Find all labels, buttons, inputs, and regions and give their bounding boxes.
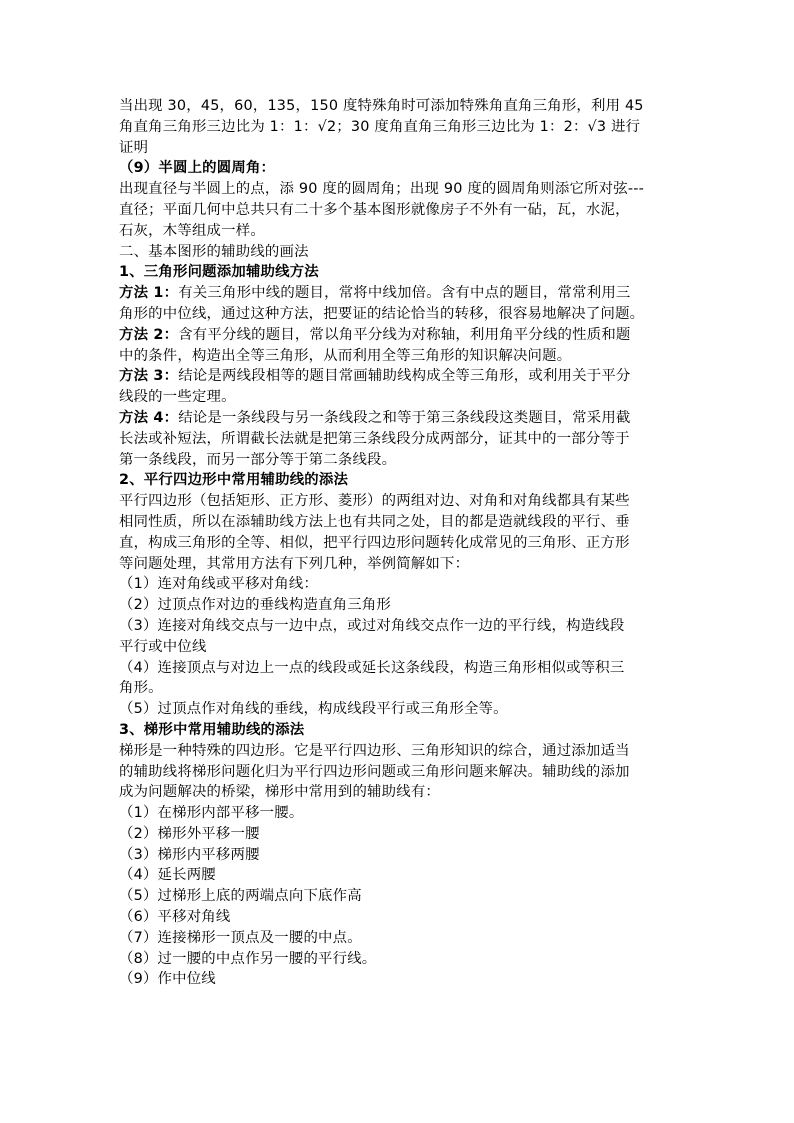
- text-line: 平行四边形（包括矩形、正方形、菱形）的两组对边、对角和对角线都具有某些: [119, 493, 630, 510]
- list-item: （1）连对角线或平移对角线：: [119, 576, 319, 593]
- section-semicircle: [119, 158, 684, 241]
- text-line: 直，构成三角形的全等、相似，把平行四边形问题转化成常见的三角形、正方形: [119, 534, 630, 551]
- list-item: （3）连接对角线交点与一边中点，或过对角线交点作一边的平行线，构造线段: [119, 617, 625, 634]
- section-heading: 3、梯形中常用辅助线的添法: [119, 721, 305, 738]
- part-title: 二、基本图形的辅助线的画法: [119, 243, 309, 260]
- text-line: 相同性质，所以在添辅助线方法上也有共同之处，目的都是造就线段的平行、垂: [119, 513, 630, 530]
- method-text: 有关三角形中线的题目，常将中线加倍。含有中点的题目，常常利用三: [178, 285, 631, 302]
- list-item: （1）在梯形内部平移一腰。: [119, 805, 304, 822]
- list-item: （7）连接梯形一顶点及一腰的中点。: [119, 929, 362, 946]
- list-item: （4）延长两腰: [119, 867, 216, 884]
- method-label: 方法 3：: [119, 368, 179, 385]
- text-line: 石灰，木等组成一样。: [119, 222, 265, 239]
- list-item: （4）连接顶点与对边上一点的线段或延长这条线段，构造三角形相似或等积三: [119, 659, 625, 676]
- method-label: 方法 1：: [119, 285, 179, 302]
- text-line: 证明: [119, 139, 149, 156]
- method-text: 结论是两线段相等的题目常画辅助线构成全等三角形，或利用关于平分: [178, 368, 631, 385]
- section-triangle: [119, 262, 684, 470]
- list-item: （2）梯形外平移一腰: [119, 825, 260, 842]
- list-item: （3）梯形内平移两腰: [119, 846, 260, 863]
- text-line: 平行或中位线: [119, 638, 207, 655]
- text-line: 的辅助线将梯形问题化归为平行四边形问题或三角形问题来解决。辅助线的添加: [119, 763, 630, 780]
- method-label: 方法 2：: [119, 326, 179, 343]
- list-item: （2）过顶点作对边的垂线构造直角三角形: [119, 597, 391, 614]
- method-3: [119, 366, 684, 387]
- method-2: [119, 325, 684, 346]
- text-line: 中的条件，构造出全等三角形，从而利用全等三角形的知识解决问题。: [119, 347, 572, 364]
- text-line: 直径；平面几何中总共只有二十多个基本图形就像房子不外有一砧，瓦，水泥，: [119, 201, 630, 218]
- section-heading: 1、三角形问题添加辅助线方法: [119, 264, 319, 281]
- list-item: （5）过顶点作对角线的垂线，构成线段平行或三角形全等。: [119, 701, 508, 718]
- list-item: （6）平移对角线: [119, 909, 231, 926]
- text-line: 角形。: [119, 680, 163, 697]
- text-line: 当出现 30，45，60，135，150 度特殊角时可添加特殊角直角三角形，利用 45: [119, 98, 644, 114]
- text-line: 成为问题解决的桥梁，梯形中常用到的辅助线有：: [119, 784, 440, 801]
- text-line: 线段的一些定理。: [119, 389, 236, 406]
- list-item: （5）过梯形上底的两端点向下底作高: [119, 888, 362, 905]
- text-line: 第一条线段，而另一部分等于第二条线段。: [119, 451, 397, 468]
- section-trapezoid: [119, 720, 684, 990]
- method-1: [119, 283, 684, 304]
- section-heading: 2、平行四边形中常用辅助线的添法: [119, 472, 349, 489]
- method-4: [119, 408, 684, 429]
- text-line: 出现直径与半圆上的点，添 90 度的圆周角；出现 90 度的圆周角则添它所对弦---: [119, 181, 645, 198]
- method-label: 方法 4：: [119, 409, 179, 426]
- intro-paragraph: [119, 96, 684, 158]
- method-text: 含有平分线的题目，常以角平分线为对称轴，利用角平分线的性质和题: [178, 326, 631, 343]
- list-item: （9）作中位线: [119, 971, 216, 988]
- text-line: 等问题处理，其常用方法有下列几种，举例简解如下：: [119, 555, 470, 572]
- text-line: 角形的中位线，通过这种方法，把要证的结论恰当的转移，很容易地解决了问题。: [119, 305, 645, 322]
- list-item: （8）过一腰的中点作另一腰的平行线。: [119, 950, 377, 967]
- method-text: 结论是一条线段与另一条线段之和等于第三条线段这类题目，常采用截: [178, 409, 631, 426]
- text-line: 长法或补短法，所谓截长法就是把第三条线段分成两部分，证其中的一部分等于: [119, 430, 630, 447]
- section-parallelogram: [119, 470, 684, 720]
- text-line: 角直角三角形三边比为 1：1：√2；30 度角直角三角形三边比为 1：2：√3 进行: [119, 118, 641, 135]
- text-line: 梯形是一种特殊的四边形。它是平行四边形、三角形知识的综合，通过添加适当: [119, 742, 630, 759]
- section-heading: （9）半圆上的圆周角：: [119, 160, 276, 177]
